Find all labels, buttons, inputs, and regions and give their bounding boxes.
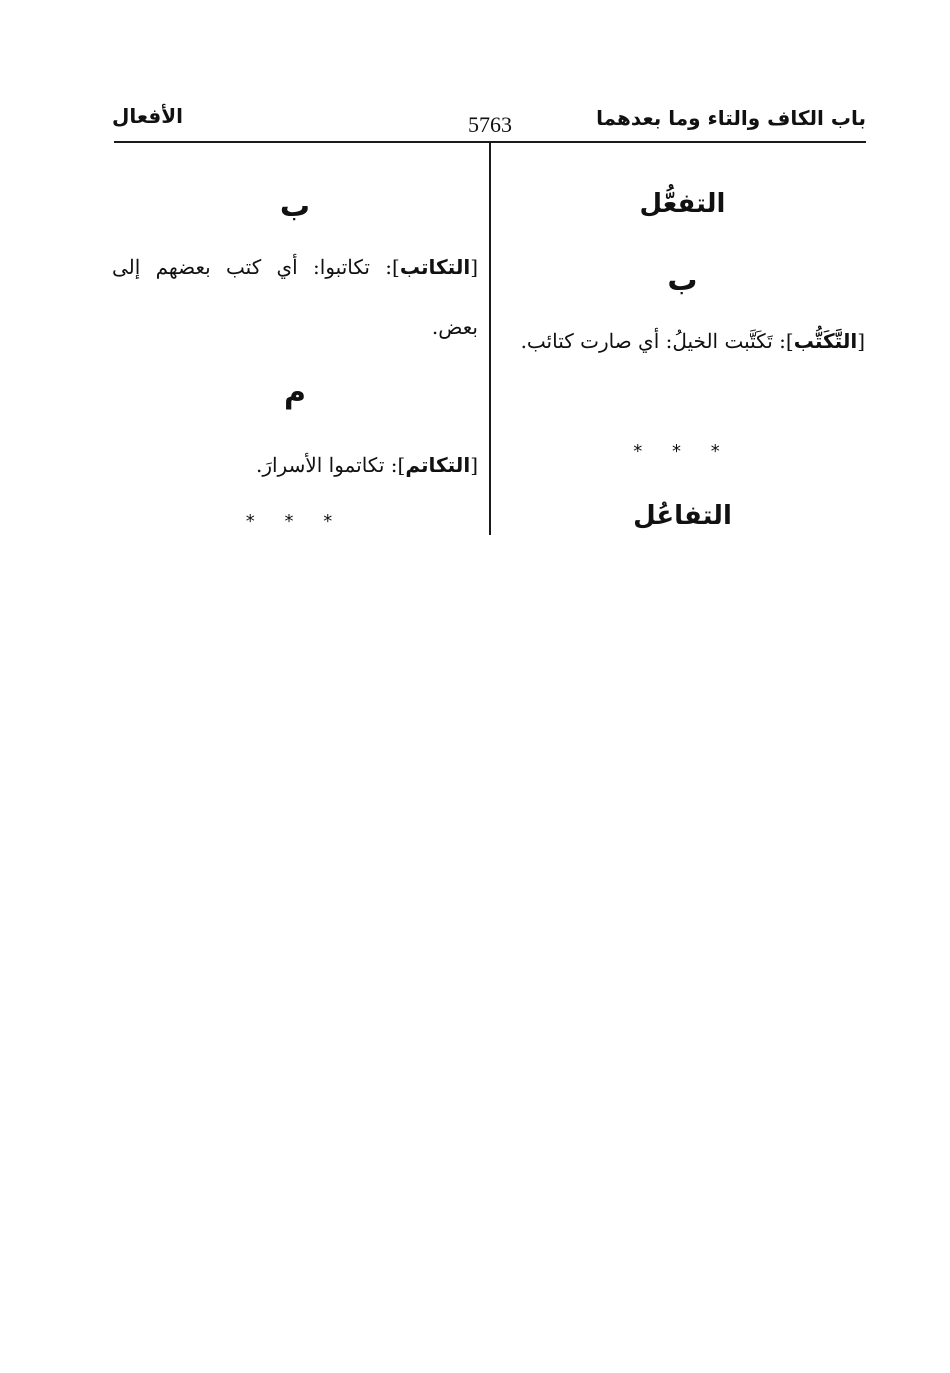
entry-takattub: [التَّكَتُّب]: تَكَتَّبت الخيلُ: أي صارت كتائب. xyxy=(520,329,865,353)
section-heading-tafaal: التفاعُل xyxy=(633,501,732,531)
column-divider xyxy=(489,143,491,535)
section-separator: * * * xyxy=(245,511,345,532)
entry-takatum: [التكاتم]: تكاتموا الأسرارَ. xyxy=(255,453,478,477)
entry-definition: : تَكَتَّبت الخيلُ: أي صارت كتائب. xyxy=(520,329,786,353)
entry-term: التكاتب xyxy=(399,255,471,279)
letter-heading-ba: ب xyxy=(667,263,698,298)
page-number: 5763 xyxy=(468,112,512,137)
entry-term: التَّكَتُّب xyxy=(793,329,858,353)
entry-definition: : تكاتبوا: أي كتب بعضهم إلى بعض. xyxy=(112,255,478,339)
entry-term: التكاتم xyxy=(405,453,471,477)
section-title: الأفعال xyxy=(112,104,183,128)
chapter-title: باب الكاف والتاء وما بعدهما xyxy=(596,106,866,130)
section-separator: * * * xyxy=(633,441,732,462)
section-heading-tafaul: التفعُّل xyxy=(639,189,726,219)
letter-heading-ba: ب xyxy=(279,189,311,224)
entry-takatub: [التكاتب]: تكاتبوا: أي كتب بعضهم إلى بعض. xyxy=(112,255,478,339)
letter-heading-mim: م xyxy=(284,375,306,410)
entry-definition: : تكاتموا الأسرارَ. xyxy=(255,453,398,477)
